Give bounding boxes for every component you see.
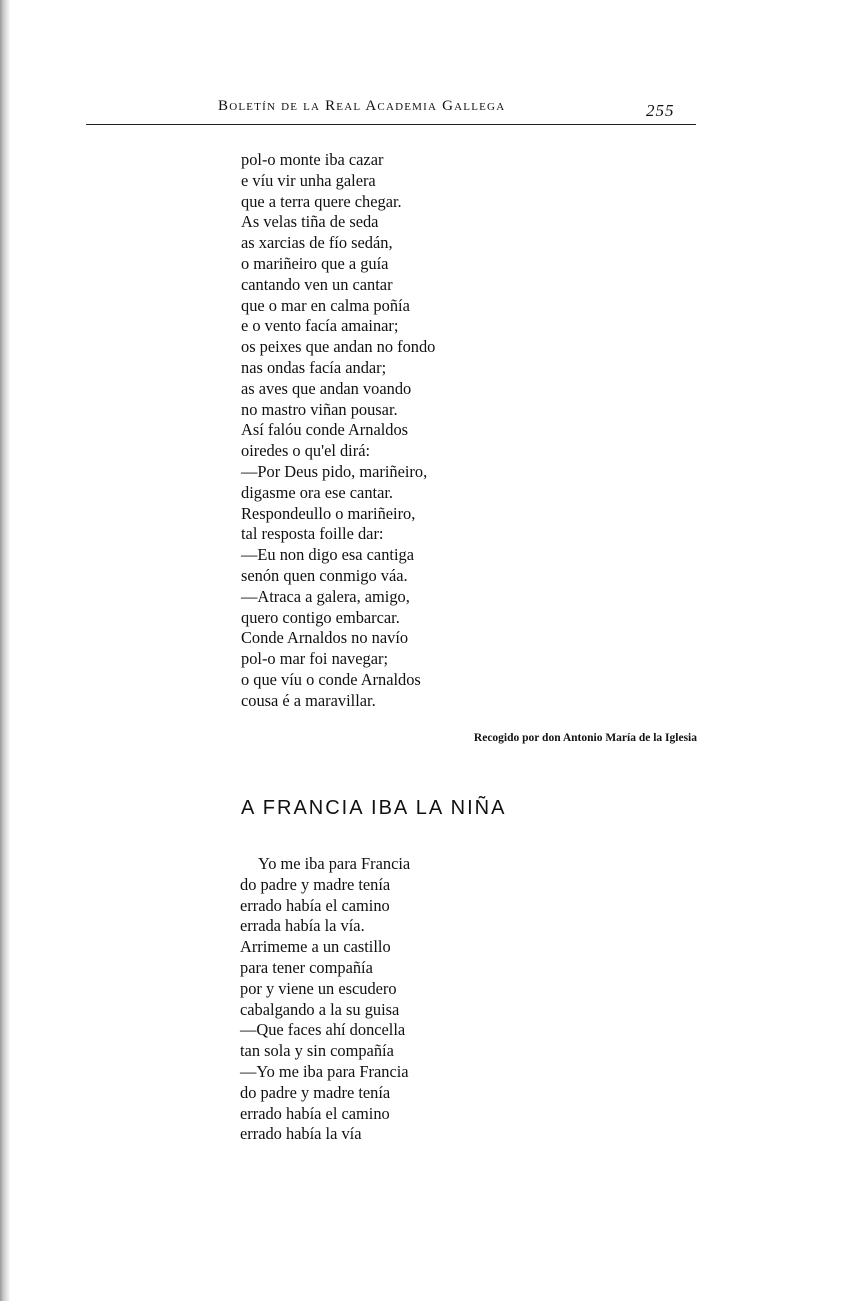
poem-line: e o vento facía amainar; [241, 316, 399, 336]
page-number: 255 [646, 101, 675, 120]
poem-line: oiredes o qu'el dirá: [241, 441, 371, 461]
poem-line: pol-o mar foi navegar; [241, 649, 389, 669]
poem-line: cousa é a maravillar. [241, 690, 376, 710]
poem-line: os peixes que andan no fondo [241, 337, 436, 357]
poem-line: cantando ven un cantar [241, 274, 393, 294]
poem-line: Respondeullo o mariñeiro, [241, 503, 416, 523]
poem-line: tal resposta foille dar: [241, 524, 384, 544]
poem-line: e víu vir unha galera [241, 170, 376, 190]
poem-line: errada había la vía. [240, 916, 365, 936]
poem-line: pol-o monte iba cazar [241, 150, 384, 169]
poem-line: tan sola y sin compañía [240, 1041, 394, 1061]
poem-line: o que víu o conde Arnaldos [241, 669, 421, 689]
header-rule [86, 124, 696, 125]
poem-line: Arrimeme a un castillo [240, 937, 391, 957]
poem-line: por y viene un escudero [240, 978, 397, 998]
poem-line: o mariñeiro que a guía [241, 253, 389, 273]
poem-line: do padre y madre tenía [240, 1082, 391, 1102]
poem-line: para tener compañía [240, 957, 373, 977]
section-title: A FRANCIA IBA LA NIÑA [241, 797, 507, 819]
poem-line: —Eu non digo esa cantiga [241, 545, 414, 565]
poem-line: —Que faces ahí doncella [240, 1020, 406, 1040]
poem-line: Así falóu conde Arnaldos [241, 420, 409, 440]
poem-line: as xarcias de fío sedán, [241, 233, 393, 253]
poem-line: Yo me iba para Francia [258, 854, 411, 873]
poem-line: cabalgando a la su guisa [240, 999, 400, 1019]
poem-line: que a terra quere chegar. [241, 191, 402, 211]
poem-conde-arnaldos [241, 150, 435, 712]
poem-line: errado había el camino [240, 895, 390, 915]
poem-line: Conde Arnaldos no navío [241, 628, 409, 648]
poem-line: errado había la vía [240, 1124, 362, 1144]
poem-francia [240, 854, 410, 1145]
poem-line: do padre y madre tenía [240, 874, 391, 894]
poem-line: As velas tiña de seda [241, 212, 379, 232]
scanned-page-edge [0, 0, 10, 1301]
poem-line: —Yo me iba para Francia [240, 1061, 409, 1081]
poem-attribution: Recogido por don Antonio María de la Iglesia [473, 732, 697, 744]
poem-line: as aves que andan voando [241, 378, 412, 398]
poem-line: quero contigo embarcar. [241, 607, 400, 627]
poem-line: —Por Deus pido, mariñeiro, [241, 461, 428, 481]
poem-line: que o mar en calma poñía [241, 295, 410, 315]
poem-line: errado había el camino [240, 1103, 390, 1123]
poem-line: —Atraca a galera, amigo, [241, 586, 410, 606]
poem-line: no mastro viñan pousar. [241, 399, 398, 419]
running-header: Boletín de la Real Academia Gallega [218, 98, 506, 114]
poem-line: digasme ora ese cantar. [241, 482, 393, 502]
poem-line: nas ondas facía andar; [241, 357, 387, 377]
poem-line: senón quen conmigo váa. [241, 565, 408, 585]
